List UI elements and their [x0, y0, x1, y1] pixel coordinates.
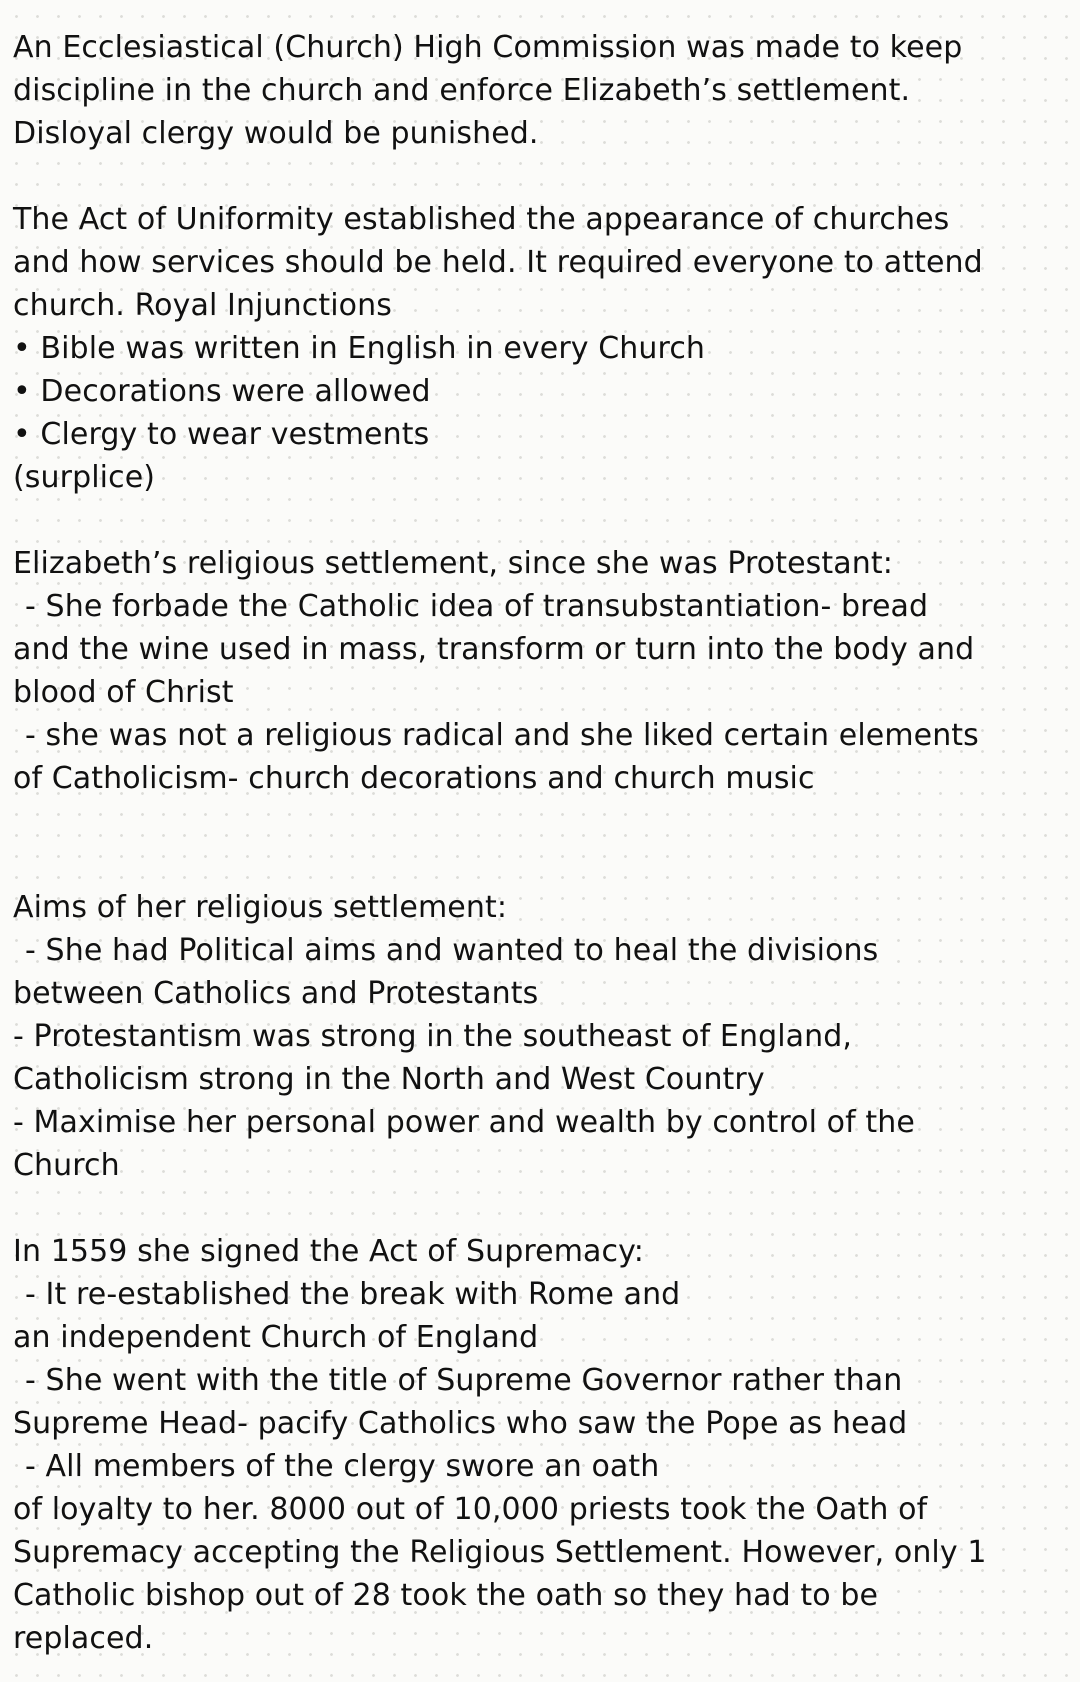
text-line: Supreme Head- pacify Catholics who saw the Pope as head	[13, 1406, 908, 1441]
bullet-item: • Decorations were allowed	[13, 374, 431, 409]
dash-item: - She had Political aims and wanted to heal the divisions	[25, 933, 879, 968]
text-line: Catholic bishop out of 28 took the oath so they had to be	[13, 1578, 879, 1613]
text-line: blood of Christ	[13, 675, 234, 710]
text-line: Church	[13, 1148, 120, 1183]
text-line: An Ecclesiastical (Church) High Commission was made to keep	[13, 30, 963, 65]
dash-item: - She went with the title of Supreme Governor rather than	[25, 1363, 903, 1398]
dash-item: - She forbade the Catholic idea of transubstantiation- bread	[25, 589, 929, 624]
dash-item: - It re-established the break with Rome and	[25, 1277, 681, 1312]
dash-item: - All members of the clergy swore an oath	[25, 1449, 660, 1484]
bullet-item: • Bible was written in English in every Church	[13, 331, 706, 366]
text-line: Supremacy accepting the Religious Settlement. However, only 1	[13, 1535, 987, 1570]
spacer	[13, 800, 1070, 843]
spacer	[13, 843, 1070, 886]
text-line: an independent Church of England	[13, 1320, 539, 1355]
text-line: church. Royal Injunctions	[13, 288, 392, 323]
text-line: of loyalty to her. 8000 out of 10,000 priests took the Oath of	[13, 1492, 928, 1527]
text-line: Catholicism strong in the North and West Country	[13, 1062, 765, 1097]
dash-item: - she was not a religious radical and she liked certain elements	[25, 718, 979, 753]
dash-item: - Protestantism was strong in the southeast of England,	[13, 1019, 853, 1054]
text-line: of Catholicism- church decorations and church music	[13, 761, 815, 796]
spacer	[13, 499, 1070, 542]
text-line: (surplice)	[13, 460, 156, 495]
section-aims	[13, 886, 1070, 1187]
section-heading: Elizabeth’s religious settlement, since she was Protestant:	[13, 546, 893, 581]
text-line: The Act of Uniformity established the appearance of churches	[13, 202, 950, 237]
dash-item: - Maximise her personal power and wealth by control of the	[13, 1105, 915, 1140]
text-line: between Catholics and Protestants	[13, 976, 539, 1011]
text-line: Disloyal clergy would be punished.	[13, 116, 539, 151]
text-line: and the wine used in mass, transform or turn into the body and	[13, 632, 975, 667]
section-high-commission	[13, 26, 1070, 155]
text-line: and how services should be held. It required everyone to attend	[13, 245, 983, 280]
section-religious-settlement	[13, 542, 1070, 800]
spacer	[13, 155, 1070, 198]
spacer	[13, 1187, 1070, 1230]
section-act-of-uniformity	[13, 198, 1070, 499]
text-line: discipline in the church and enforce Elizabeth’s settlement.	[13, 73, 911, 108]
text-line: replaced.	[13, 1621, 154, 1656]
section-heading: Aims of her religious settlement:	[13, 890, 508, 925]
bullet-item: • Clergy to wear vestments	[13, 417, 430, 452]
section-heading: In 1559 she signed the Act of Supremacy:	[13, 1234, 644, 1269]
section-act-of-supremacy	[13, 1230, 1070, 1660]
